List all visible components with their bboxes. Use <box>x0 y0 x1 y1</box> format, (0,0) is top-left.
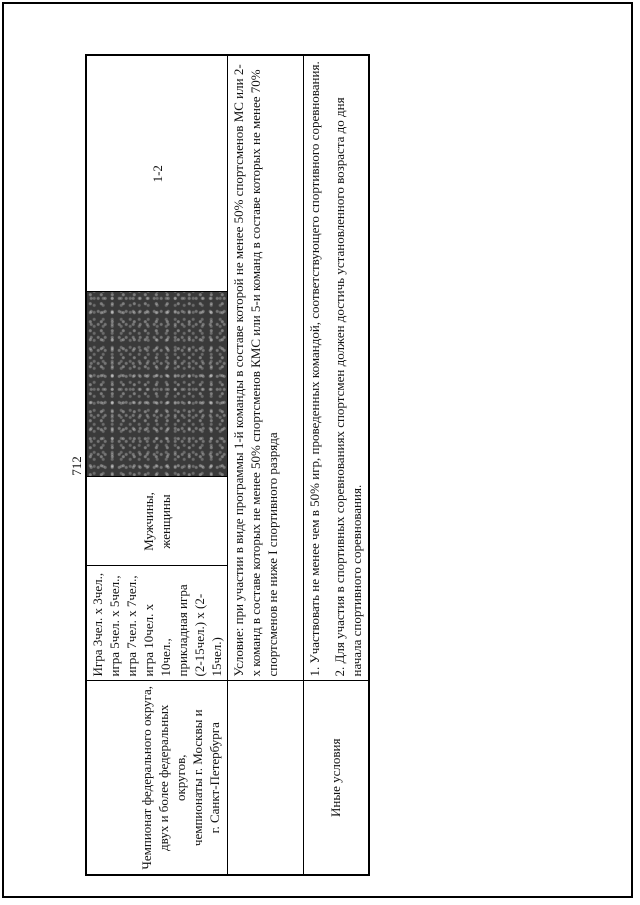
page-number: 712 <box>69 456 84 476</box>
program-line: игра 10чел. х 10чел., <box>141 603 173 677</box>
program-line: прикладная игра <box>175 584 190 677</box>
shaded-cell <box>86 292 228 477</box>
rotated-page <box>69 56 364 876</box>
program-line: игра 5чел. х 5чел., <box>107 575 122 677</box>
competition-name-cell-continued <box>228 681 304 875</box>
places-cell: 1-2 <box>86 55 228 292</box>
gender-cell: Мужчины, женщины <box>86 477 228 566</box>
table-row <box>304 55 369 875</box>
program-line: (2-15чел.) х (2-15чел.) <box>192 593 224 677</box>
table-row <box>228 55 304 875</box>
condition-cell: Условие: при участии в виде программы 1-й команды в составе которой не менее 50% спортсменов МС или 2-х команд в составе которых не менее 50% спортсменов КМС или 5-и команд в составе которых не менее 70% спортсменов не ниже I спортивного разряда <box>228 55 304 681</box>
program-line: игра 7чел. х 7чел., <box>124 575 139 677</box>
other-conditions-label: Иные условия <box>304 681 369 875</box>
competition-line: чемпионаты г. Москвы и <box>190 709 205 847</box>
program-cell <box>86 566 228 681</box>
other-conditions-cell <box>304 55 369 681</box>
table-row <box>86 55 228 875</box>
other-condition-item: 1. Участвовать не менее чем в 50% игр, проведенных командой, соответствующего спортивного соревнования. <box>307 61 322 677</box>
competition-line: двух и более федеральных округов, <box>156 704 188 851</box>
competition-name-cell <box>86 681 228 875</box>
competition-line: г. Санкт-Петербурга <box>207 722 222 834</box>
rotated-content <box>69 56 364 876</box>
other-condition-item: 2. Для участия в спортивных соревнованиях спортсмен должен достичь установленного возраста до дня начала спортивного соревнования. <box>332 97 364 677</box>
program-line: Игра 3чел. х 3чел., <box>90 572 105 677</box>
competition-line: Чемпионат федерального округа, <box>139 685 154 870</box>
norms-table <box>85 54 370 876</box>
